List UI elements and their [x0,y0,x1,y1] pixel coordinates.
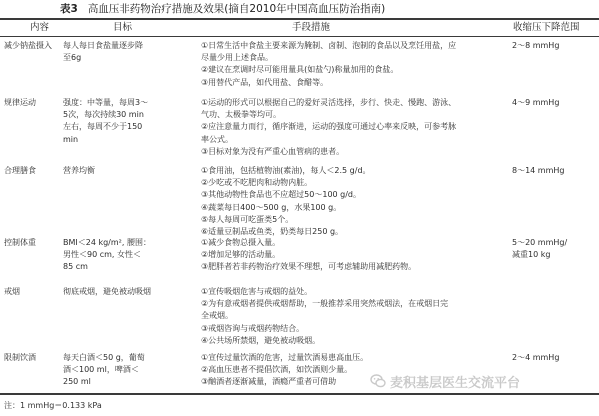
row-content: 控制体重 [4,238,36,247]
row-measure-line: ②为有意戒烟者提供戒烟帮助，一般推荐采用突然戒烟法，在戒烟日完 [201,299,449,309]
row-target-line: BMI＜24 kg/m², 腰围： [63,238,151,247]
top-rule [0,18,599,20]
row-measure-line: ③用替代产品，如代用盐、食醋等。 [201,77,329,87]
row-measure-line: ①宣传过量饮酒的危害，过量饮酒易患高血压。 [201,353,369,362]
row-range-line: 减重10 kg [512,250,551,260]
row-measure-line: ①减少食物总摄入量。 [201,238,281,247]
row-target-line: 250 ml [63,377,91,387]
row-measure-line: ⑥适量豆制品或鱼类，奶类每日250 g。 [201,227,344,236]
bottom-rule [0,393,599,395]
header-range: 收缩压下降范围 [513,22,580,33]
row-range-line: 4～9 mmHg [512,98,560,107]
row-target-line: 左右，每周不少于150 [63,122,143,132]
row-target-line: 85 cm [63,262,88,272]
table-footnote: 注：1 mmHg＝0.133 kPa [4,401,102,410]
table-number: 表3 [60,3,78,15]
table-title: 高血压非药物治疗措施及效果(摘自2010年中国高血压防治指南) [87,3,386,15]
row-measure-line: ③酗酒者逐渐减量，酒瘾严重者可借助 [201,377,337,387]
row-target-line: 强度：中等量，每周3～ [63,98,149,107]
watermark [370,371,520,391]
table-caption [60,3,580,16]
header-target: 目标 [113,22,133,33]
row-target-line: 至6g [63,53,82,63]
row-measure-line: ③目标对象为没有严重心血管病的患者。 [201,146,345,156]
row-content: 戒烟 [4,287,20,296]
row-measure-line: ②少吃或不吃肥肉和动物内脏。 [201,178,313,188]
row-content: 减少钠盐摄入 [4,41,52,50]
row-target-line: 每天白酒＜50 g，葡萄 [63,353,145,362]
row-measure-line: ②应注意量力而行，循序渐进，运动的强度可通过心率来反映，可参考脉 [201,122,457,132]
row-measure-line: ①日常生活中食盐主要来源为腌制、卤制、泡制的食品以及烹饪用盐，应 [201,41,457,50]
row-range-line: 2～4 mmHg [512,353,560,362]
row-content: 合理膳食 [4,166,36,175]
row-measure-line: 率公式。 [201,134,233,144]
row-measure-line: ③其他动物性食品也不应超过50～100 g/d。 [201,190,362,200]
row-target-line: 彻底戒烟，避免被动吸烟 [63,287,151,296]
row-measure-line: ①食用油，包括植物油(素油)，每人＜2.5 g/d。 [201,166,371,175]
row-content: 限制饮酒 [4,353,36,362]
row-measure-line: ③戒烟咨询与戒烟药物结合。 [201,323,305,333]
row-measure-line: 全戒烟。 [201,311,233,321]
row-measure-line: ②高血压患者不提倡饮酒，如饮酒则少量。 [201,365,353,375]
row-target-line: min [63,134,79,144]
row-target-line: 每人每日食盐量逐步降 [63,41,143,50]
row-range-line: 2～8 mmHg [512,41,560,50]
row-measure-line: ⑤每人每周可吃蛋类5个。 [201,214,294,224]
row-measure-line: ④公共场所禁烟，避免被动吸烟。 [201,335,321,345]
watermark-text: 麦积基层医生交流平台 [390,375,521,391]
wechat-icon [370,373,386,389]
row-range-line: 8～14 mmHg [512,166,565,175]
row-measure-line: 气功、太极拳等均可。 [201,110,281,120]
row-measure-line: ④蔬菜每日400～500 g，水果100 g。 [201,202,342,212]
row-measure-line: ①宣传吸烟危害与戒烟的益处。 [201,287,313,296]
row-target-line: 酒＜100 ml，啤酒＜ [63,365,139,375]
row-measure-line: 尽量少用上述食品。 [201,53,273,63]
row-target-line: 营养均衡 [63,166,95,175]
row-measure-line: ①运动的形式可以根据自己的爱好灵活选择，步行、快走、慢跑、游泳、 [201,98,457,107]
header-rule [0,36,599,37]
row-measure-line: ②增加足够的活动量。 [201,250,281,260]
row-target-line: 5次，每次持续30 min [63,110,144,120]
row-content: 规律运动 [4,98,36,107]
row-measure-line: ②建议在烹调时尽可能用量具(如盐勺)称量加用的食盐。 [201,65,399,75]
header-measures: 手段措施 [292,22,331,33]
row-target-line: 男性＜90 cm, 女性＜ [63,250,141,260]
row-measure-line: ③肥胖者若非药物治疗效果不理想，可考虑辅助用减肥药物。 [201,262,417,272]
row-range-line: 5～20 mmHg/ [512,238,568,247]
header-content: 内容 [30,22,50,33]
